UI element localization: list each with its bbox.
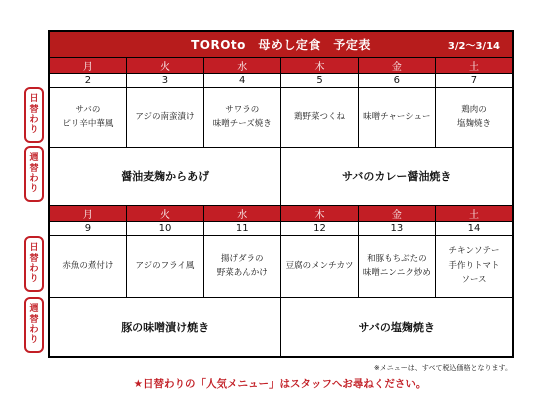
date-row [49,221,513,235]
label-char: わ [29,174,39,184]
weekday-cell: 火 [126,205,203,221]
label-char: り [29,335,39,346]
daily-menu-cell [435,87,513,147]
date-cell: 14 [435,221,513,235]
date-range: 3/2〜3/14 [447,40,500,52]
label-char: り [29,274,39,285]
date-cell: 10 [126,221,203,235]
menu-line: 鶏肉の [461,104,487,115]
weekday-header-row [49,57,513,73]
daily-special-label [24,236,44,292]
weekly-menu-row [49,147,513,205]
menu-line: 豆腐のメンチカツ [285,260,354,271]
daily-menu-cell [358,87,435,147]
daily-menu-cell [358,235,435,297]
daily-menu-cell [435,235,513,297]
weekday-cell: 木 [281,57,358,73]
date-cell: 11 [204,221,281,235]
page-title: TOROto 母めし定食 予定表 [191,37,371,52]
daily-menu-cell [281,87,358,147]
weekday-cell: 金 [358,205,435,221]
weekday-cell: 水 [204,205,281,221]
menu-line: 和豚もちぶたの [367,253,427,264]
date-row [49,73,513,87]
weekly-special-label [24,297,44,353]
label-char: り [29,125,39,136]
daily-menu-cell [204,235,281,297]
menu-line: 手作りトマト [448,260,500,271]
weekly-menu-cell: サバの塩麹焼き [281,297,513,357]
menu-line: 野菜あんかけ [216,268,268,278]
menu-line: 塩麹焼き [456,119,491,129]
menu-line: ソース [461,275,487,286]
label-char: 週 [29,304,39,315]
date-cell: 13 [358,221,435,235]
weekly-menu-row [49,297,513,357]
menu-line: アジの南蛮漬け [135,111,195,122]
title-cell [49,31,513,57]
label-char: わ [29,325,39,335]
date-cell: 5 [281,73,358,87]
date-cell: 12 [281,221,358,235]
weekly-menu-cell: 豚の味噌漬け焼き [49,297,281,357]
daily-menu-cell [281,235,358,297]
footer-notice: ★日替わりの「人気メニュー」はスタッフへお尋ねください。 [133,378,427,390]
daily-menu-row [49,87,513,147]
label-char: わ [29,264,39,274]
menu-line: アジのフライ風 [135,260,195,271]
label-char: 週 [29,153,39,164]
weekday-cell: 火 [126,57,203,73]
label-char: わ [29,115,39,125]
date-cell: 3 [126,73,203,87]
menu-line: ピリ辛中華風 [62,119,114,129]
weekday-header-row [49,205,513,221]
date-cell: 2 [49,73,126,87]
label-char: 替 [29,253,39,264]
menu-line: チキンソテー [448,246,500,257]
weekly-menu-cell: 醤油麦麹からあげ [49,147,281,205]
weekday-cell: 木 [281,205,358,221]
weekday-cell: 月 [49,205,126,221]
weekday-cell: 金 [358,57,435,73]
tax-note: ※メニューは、すべて税込価格となります。 [373,364,512,372]
weekly-menu-cell: サバのカレー醤油焼き [281,147,513,205]
menu-line: 揚げダラの [220,253,264,264]
daily-menu-cell [126,87,203,147]
title-row [49,31,513,57]
menu-line: 味噌チャーシュー [363,111,431,122]
menu-line: サワラの [225,104,260,115]
daily-menu-cell [126,235,203,297]
menu-line: 味噌チーズ焼き [212,119,272,129]
date-cell: 7 [435,73,513,87]
daily-menu-cell [204,87,281,147]
daily-menu-row [49,235,513,297]
daily-menu-cell [49,235,126,297]
label-char: 日 [29,243,39,254]
menu-line: 鶏野菜つくね [294,111,346,122]
label-char: 日 [29,94,39,105]
menu-line: 赤魚の煮付け [62,260,114,271]
weekday-cell: 土 [435,205,513,221]
daily-special-label [24,87,44,143]
label-char: 替 [29,314,39,325]
menu-schedule-table [48,30,514,358]
label-char: 替 [29,104,39,115]
daily-menu-cell [49,87,126,147]
weekday-cell: 水 [204,57,281,73]
date-cell: 4 [204,73,281,87]
label-char: り [29,184,39,195]
weekday-cell: 月 [49,57,126,73]
menu-line: サバの [75,104,101,115]
date-cell: 9 [49,221,126,235]
weekday-cell: 土 [435,57,513,73]
label-char: 替 [29,163,39,174]
menu-line: 味噌ニンニク炒め [362,268,431,278]
date-cell: 6 [358,73,435,87]
weekly-special-label [24,146,44,202]
